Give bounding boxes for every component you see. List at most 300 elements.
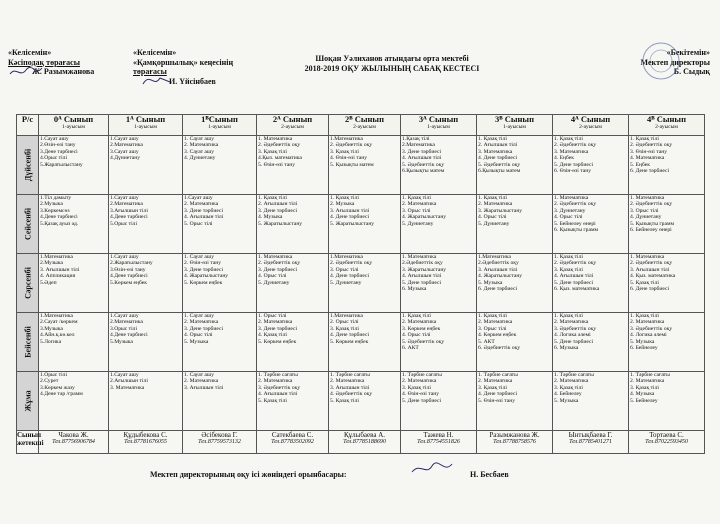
lesson-item: 4. Дүниетану bbox=[630, 214, 662, 221]
lesson-item: 2. Математика bbox=[478, 378, 513, 385]
teacher-cell bbox=[109, 431, 183, 454]
lesson-item: 1.Орыс тілі bbox=[40, 372, 68, 378]
lesson-item: 6. Музыка bbox=[554, 345, 579, 352]
lesson-item: 1.Математика bbox=[330, 313, 363, 319]
lesson-item: 1. Тәрбие сағаты bbox=[554, 372, 594, 378]
lesson-item: 1.Тіл дамыту bbox=[40, 195, 72, 201]
teacher-cell bbox=[553, 431, 629, 454]
lesson-item: 2.Ағылшын тілі bbox=[110, 378, 148, 385]
lesson-item: 5. Музыка bbox=[554, 397, 579, 404]
lesson-item: 2. Әдебиеттік оқу bbox=[330, 260, 373, 267]
lesson-item: 3. Ағылшын тілі bbox=[330, 207, 370, 214]
lesson-item: 4. Математика bbox=[630, 155, 665, 162]
lesson-item: 1. Қазақ тілі bbox=[478, 136, 507, 142]
shift-label: 2-ауысым bbox=[281, 124, 304, 130]
day-row bbox=[17, 372, 705, 431]
teacher-phone: Тел.87754551826 bbox=[417, 439, 460, 445]
lesson-item: 1. Тәрбие сағаты bbox=[402, 372, 442, 378]
teacher-cell bbox=[183, 431, 257, 454]
lesson-item: 6. Дене тәрбиесі bbox=[630, 286, 670, 293]
lesson-item: 2. Математика bbox=[258, 319, 293, 326]
column-header bbox=[629, 115, 705, 136]
lesson-item: 3. Ағылшын тілі bbox=[184, 384, 224, 391]
lesson-item: 4. Қазақ тілі bbox=[258, 332, 287, 339]
class-title: 3ᴬ Сынып bbox=[418, 114, 459, 124]
footer-signature-label: Мектеп директорының оқу ісі жөніндегі орынбасары: bbox=[150, 470, 347, 479]
day-row bbox=[17, 136, 705, 195]
lesson-item: 4. Ағылшын тілі bbox=[554, 273, 594, 280]
class-title: 4ᴬ Сынып bbox=[570, 114, 611, 124]
teacher-phone: Тел.87788758576 bbox=[493, 439, 536, 445]
lesson-cell bbox=[109, 136, 183, 195]
column-header bbox=[329, 115, 401, 136]
shift-label: 1-ауысым bbox=[427, 124, 450, 130]
lesson-item: 3. Қазақ тілі bbox=[478, 384, 507, 391]
lesson-item: 3. Орыс тілі bbox=[330, 266, 359, 273]
lesson-item: 3.Сауат ашу bbox=[110, 148, 139, 155]
lesson-cell bbox=[257, 254, 329, 313]
lesson-item: 1. Қазақ тілі bbox=[402, 195, 431, 201]
day-label-cell bbox=[17, 372, 39, 431]
teacher-name: Тажева Н. bbox=[423, 431, 454, 439]
lesson-item: 4. Дене тәрбиесі bbox=[330, 273, 370, 280]
lesson-item: 2. Математика bbox=[184, 142, 219, 149]
lesson-item: 5. Дүниетану bbox=[258, 279, 290, 286]
lesson-item: 1.Сауат ашу bbox=[184, 195, 213, 201]
lesson-item: 4. Өзін-өзі тану bbox=[330, 155, 367, 162]
lesson-item: 1. Қазақ тілі bbox=[402, 313, 431, 319]
lesson-item: 4. Жаратылыстану bbox=[478, 273, 523, 280]
lesson-item: 3. Дене тәрбиесі bbox=[258, 325, 298, 332]
lesson-item: 3. Орыс тілі bbox=[478, 325, 507, 332]
lesson-item: 1. Қазақ тілі bbox=[554, 136, 583, 142]
lesson-item: 4. Дүниетану bbox=[184, 155, 216, 162]
shift-label: 2-ауысым bbox=[353, 124, 376, 130]
lesson-item: 1.Математика bbox=[40, 254, 73, 260]
lesson-item: 3. Математика bbox=[110, 384, 145, 391]
lesson-cell bbox=[329, 136, 401, 195]
lesson-item: 1. Тәрбие сағаты bbox=[630, 372, 670, 378]
lesson-item: 4.Дүниетану bbox=[110, 155, 141, 162]
teacher-label-line1: Сынып bbox=[17, 431, 42, 439]
lesson-item: 3. Сауат ашу bbox=[184, 148, 215, 155]
lesson-item: 2. Математика bbox=[258, 378, 293, 385]
lesson-item: 2. Математика bbox=[554, 319, 589, 326]
lesson-item: 5. Көркем еңбек bbox=[258, 338, 297, 345]
lesson-item: 5. Музыка bbox=[478, 279, 503, 286]
lesson-cell bbox=[477, 195, 553, 254]
lesson-item: 3.Ағылшын тілі bbox=[110, 207, 148, 214]
lesson-item: 1.Математика bbox=[478, 254, 511, 260]
lesson-item: 3. Математика bbox=[478, 148, 513, 155]
day-name: Сәрсенбі bbox=[23, 267, 32, 299]
lesson-cell bbox=[329, 372, 401, 431]
lesson-cell bbox=[477, 136, 553, 195]
lesson-item: 2. Математика bbox=[630, 378, 665, 385]
lesson-cell bbox=[401, 313, 477, 372]
lesson-item: 6. Қызықты грамм bbox=[554, 227, 599, 234]
lesson-item: 2. Математика bbox=[402, 319, 437, 326]
lesson-item: 1. Математика bbox=[402, 254, 437, 260]
column-header bbox=[477, 115, 553, 136]
lesson-item: 2. Математика bbox=[402, 201, 437, 208]
lesson-item: 2. Әдебиеттік оқу bbox=[330, 142, 373, 149]
lesson-cell bbox=[553, 372, 629, 431]
lesson-item: 6. Әдебиеттік оқу bbox=[478, 345, 521, 352]
lesson-item: 5. Орыс тілі bbox=[184, 220, 213, 227]
mid-approval-council: «Қамқоршылық» кеңесінің bbox=[133, 57, 234, 67]
lesson-item: 4. Орыс тілі bbox=[554, 214, 583, 221]
school-name: Шоқан Уәлиханов атындағы орта мектебі bbox=[315, 54, 469, 63]
lesson-item: 4. Аппликация bbox=[40, 273, 76, 280]
lesson-item: 4.Дене тәрбиесі bbox=[40, 214, 78, 221]
class-title: 1ᴮСынып bbox=[201, 114, 238, 124]
lesson-item: 5.Орыс тілі bbox=[110, 220, 138, 227]
lesson-item: 1. Орыс тілі bbox=[258, 313, 287, 319]
lesson-item: 1. Сауат ашу bbox=[184, 254, 215, 260]
left-approval-role: Кәсіподақ төрағасы bbox=[8, 57, 80, 67]
lesson-item: 2.Музыка bbox=[40, 260, 63, 267]
lesson-item: 2.Өзін-өзі тану bbox=[40, 142, 76, 149]
lesson-item: 6. Бейнелеу өнері bbox=[630, 227, 672, 234]
lesson-item: 5. Қазақ тілі bbox=[330, 397, 359, 404]
lesson-cell bbox=[39, 195, 109, 254]
lesson-item: 4. Музыка bbox=[258, 214, 283, 221]
lesson-item: 5. Еңбек bbox=[630, 161, 650, 168]
teacher-cell bbox=[329, 431, 401, 454]
lesson-item: 2. Әдебиеттік оқу bbox=[258, 142, 301, 149]
lesson-cell bbox=[329, 195, 401, 254]
lesson-item: 1. Математика bbox=[630, 195, 665, 201]
lesson-item: 1. Тәрбие сағаты bbox=[478, 372, 518, 378]
lesson-item: 1. Қазақ тілі bbox=[554, 254, 583, 260]
lesson-cell bbox=[477, 372, 553, 431]
lesson-item: 3. Қазақ тілі bbox=[630, 384, 659, 391]
lesson-item: 6. Музыка bbox=[402, 286, 427, 293]
lesson-item: 2. Әдебиеттік оқу bbox=[630, 201, 673, 208]
teacher-row bbox=[17, 431, 705, 454]
lesson-item: 2.Сауат /көркем bbox=[40, 319, 78, 326]
lesson-cell bbox=[329, 313, 401, 372]
teacher-cell bbox=[629, 431, 705, 454]
lesson-item: 1. Математика bbox=[630, 254, 665, 260]
column-header bbox=[401, 115, 477, 136]
lesson-item: 1. Қазақ тілі bbox=[554, 313, 583, 319]
stamp-seal bbox=[640, 40, 682, 82]
lesson-item: 5. Қазақ тілі bbox=[258, 397, 287, 404]
lesson-item: 3. Орыс тілі bbox=[630, 207, 659, 214]
lesson-item: 4. Музыка bbox=[630, 391, 655, 398]
lesson-item: 2. Математика bbox=[402, 378, 437, 385]
lesson-item: 5. Өзін-өзі тану bbox=[478, 397, 515, 404]
table-header-row bbox=[17, 115, 705, 136]
lesson-item: 3.Көркемсөз bbox=[40, 207, 70, 214]
shift-label: 1-ауысым bbox=[503, 124, 526, 130]
lesson-item: 4. Ағылшын тілі bbox=[402, 155, 442, 162]
lesson-item: 2.Математика bbox=[110, 201, 143, 208]
lesson-item: 1. Сауат ашу bbox=[184, 136, 215, 142]
lesson-cell bbox=[401, 254, 477, 313]
lesson-item: 5. Дене тәрбиесі bbox=[402, 279, 442, 286]
lesson-item: 4. Орыс тілі bbox=[478, 214, 507, 221]
lesson-item: 3. Дене тәрбиесі bbox=[184, 207, 224, 214]
lesson-item: 2. Ағылшын тілі bbox=[258, 201, 298, 208]
lesson-cell bbox=[629, 372, 705, 431]
lesson-item: 4. Жаратылыстану bbox=[402, 214, 447, 221]
lesson-item: 3. Ағылшын тілі bbox=[630, 266, 670, 273]
day-label-cell bbox=[17, 254, 39, 313]
lesson-item: 4.Дене тәр /грамм bbox=[40, 391, 83, 398]
teacher-cell bbox=[39, 431, 109, 454]
lesson-item: 5. Бейнелеу bbox=[630, 397, 658, 404]
left-approval-name: Ж. Разымжанова bbox=[32, 67, 95, 76]
column-header bbox=[109, 115, 183, 136]
shift-label: 1-ауысым bbox=[208, 124, 231, 130]
lesson-item: 3. Өзін-өзі тану bbox=[630, 148, 667, 155]
lesson-cell bbox=[257, 372, 329, 431]
lesson-cell bbox=[183, 313, 257, 372]
lesson-item: 5. Дене тәрбиесі bbox=[554, 161, 594, 168]
teacher-label-cell bbox=[17, 431, 44, 454]
lesson-item: 2.Музыка bbox=[40, 201, 63, 208]
signature-mid bbox=[140, 72, 174, 88]
day-row bbox=[17, 313, 705, 372]
lesson-cell bbox=[553, 254, 629, 313]
lesson-item: 3. Дене тәрбиесі bbox=[402, 148, 442, 155]
corner-cell: Р/с bbox=[17, 115, 39, 136]
lesson-item: 5. Жаратылыстану bbox=[330, 220, 375, 227]
lesson-item: 3. Әдебиеттік оқу bbox=[554, 325, 597, 332]
lesson-item: 4. Дене тәрбиесі bbox=[478, 155, 518, 162]
lesson-cell bbox=[109, 195, 183, 254]
lesson-cell bbox=[257, 313, 329, 372]
lesson-item: 5. Әдебиеттік оқу bbox=[478, 161, 521, 168]
lesson-item: 4. Орыс тілі bbox=[258, 273, 287, 280]
lesson-item: 4. Дене тәрбиесі bbox=[330, 214, 370, 221]
lesson-item: 4. Бейнелеу bbox=[554, 391, 582, 398]
teacher-cell bbox=[257, 431, 329, 454]
lesson-item: 1. Қазақ тілі bbox=[330, 195, 359, 201]
shift-label: 1-ауысым bbox=[134, 124, 157, 130]
lesson-item: 2. Әдебиеттік оқу bbox=[630, 260, 673, 267]
lesson-cell bbox=[477, 254, 553, 313]
lesson-item: 4.Айн.қ.кө.кел bbox=[40, 332, 75, 339]
day-row bbox=[17, 195, 705, 254]
lesson-item: 4. Орыс тілі bbox=[184, 332, 213, 339]
lesson-item: 4. Ағылшын тілі bbox=[184, 214, 224, 221]
lesson-item: 5. Қызықты матем bbox=[330, 161, 374, 168]
lesson-cell bbox=[109, 254, 183, 313]
lesson-item: 5. Дүниетану bbox=[478, 220, 510, 227]
lesson-item: 4. Қыз. математика bbox=[630, 273, 676, 280]
day-name: Дүйсенбі bbox=[23, 148, 32, 182]
lesson-item: 5. Бейнелеу өнері bbox=[554, 220, 596, 227]
lesson-cell bbox=[553, 136, 629, 195]
lesson-item: 1. Қазақ тілі bbox=[630, 136, 659, 142]
lesson-item: 1.Математика bbox=[330, 254, 363, 260]
lesson-item: 5. Қызықты грамм bbox=[630, 220, 675, 227]
teacher-phone: Тел.87785401271 bbox=[569, 439, 612, 445]
lesson-item: 1. Сауат ашу bbox=[184, 372, 215, 378]
lesson-item: 5. Дүниетану bbox=[402, 220, 434, 227]
mid-approval-name: И. Үйсінбаев bbox=[169, 76, 216, 86]
lesson-item: 3. Орыс тілі bbox=[402, 207, 431, 214]
lesson-item: 4. Дене тәрбиесі bbox=[330, 332, 370, 339]
lesson-item: 5. Жаратылыстану bbox=[258, 220, 303, 227]
lesson-item: 1. Математика bbox=[258, 254, 293, 260]
lesson-item: 3. Дене тәрбиесі bbox=[184, 266, 224, 273]
lesson-item: 5.Музыка bbox=[110, 338, 133, 345]
lesson-item: 6. Бейнелеу bbox=[630, 345, 658, 352]
lesson-item: 3. Жаратылыстану bbox=[402, 266, 447, 273]
lesson-cell bbox=[553, 313, 629, 372]
teacher-cell bbox=[477, 431, 553, 454]
lesson-cell bbox=[39, 136, 109, 195]
lesson-item: 2.Жаратылыстану bbox=[110, 260, 153, 267]
left-approval-title: «Келісемін» bbox=[8, 48, 52, 57]
header-center-title bbox=[282, 54, 502, 73]
teacher-name: Ынтықбаева Г. bbox=[568, 431, 613, 439]
lesson-cell bbox=[401, 372, 477, 431]
teacher-name: Құлыбаева А. bbox=[343, 431, 385, 439]
day-name: Сейсенбі bbox=[23, 207, 32, 241]
lesson-item: 2.Әдебиеттік оқу bbox=[402, 260, 443, 267]
lesson-item: 3.Көркем жазу bbox=[40, 384, 75, 391]
lesson-item: 3. Қазақ тілі bbox=[330, 148, 359, 155]
teacher-name: Чакова Ж. bbox=[58, 431, 89, 439]
lesson-item: 1. Қазақ тілі bbox=[630, 313, 659, 319]
lesson-item: 5. Музыка bbox=[630, 338, 655, 345]
class-title: 0ᴬ Сынып bbox=[53, 114, 94, 124]
teacher-phone: Тел.87781676055 bbox=[124, 439, 167, 445]
class-title: 3ᴮ Сынып bbox=[495, 114, 534, 124]
lesson-item: 1. Математика bbox=[554, 195, 589, 201]
lesson-cell bbox=[39, 372, 109, 431]
lesson-item: 4. Еңбек bbox=[554, 155, 574, 162]
shift-label: 2-ауысым bbox=[579, 124, 602, 130]
lesson-item: 4.Дене тәрбиесі bbox=[110, 214, 148, 221]
footer-name: Н. Бесбаев bbox=[470, 470, 509, 479]
lesson-item: 3.Орыс тілі bbox=[110, 325, 138, 332]
lesson-item: 2. Орыс тілі bbox=[330, 319, 359, 326]
teacher-name: Құдыбекова С. bbox=[123, 431, 168, 439]
lesson-item: 5. Әдебиеттік оқу bbox=[402, 338, 445, 345]
lesson-cell bbox=[553, 195, 629, 254]
day-name: Бейсенбі bbox=[23, 326, 32, 358]
lesson-item: 2. Әдебиеттік оқу bbox=[554, 260, 597, 267]
signature-left bbox=[8, 64, 44, 80]
lesson-item: 3. Математика bbox=[554, 148, 589, 155]
lesson-item: 1. Тәрбие сағаты bbox=[330, 372, 370, 378]
lesson-item: 2.Математика bbox=[110, 142, 143, 149]
right-approval-title: «Бекітемін» bbox=[666, 48, 710, 57]
lesson-cell bbox=[629, 195, 705, 254]
teacher-phone: Тел.87785188690 bbox=[343, 439, 386, 445]
lesson-cell bbox=[401, 136, 477, 195]
lesson-item: 4.Дене тәрбиесі bbox=[110, 332, 148, 339]
lesson-item: 3. Ағылшын тілі bbox=[40, 266, 80, 273]
lesson-item: 2. Математика bbox=[554, 378, 589, 385]
class-title: 2ᴬ Сынып bbox=[272, 114, 313, 124]
lesson-item: 1.Сауат ашу bbox=[110, 195, 139, 201]
lesson-item: 1.Математика bbox=[40, 313, 73, 319]
shift-label: 2-ауысым bbox=[655, 124, 678, 130]
lesson-item: 5. Дене тәрбиесі bbox=[554, 279, 594, 286]
teacher-name: Тортаева С. bbox=[649, 431, 684, 439]
lesson-item: 3. Қазақ тілі bbox=[330, 325, 359, 332]
lesson-cell bbox=[629, 254, 705, 313]
lesson-item: 4. Орыс тілі bbox=[402, 332, 431, 339]
lesson-item: 6.Қызықты матем bbox=[478, 168, 521, 175]
lesson-item: 5. Әдебиеттік оқу bbox=[402, 161, 445, 168]
signature-footer bbox=[410, 460, 454, 478]
lesson-cell bbox=[183, 254, 257, 313]
class-title: 1ᴬ Сынып bbox=[125, 114, 166, 124]
lesson-cell bbox=[329, 254, 401, 313]
lesson-item: 3. Дүниетану bbox=[554, 207, 586, 214]
lesson-item: 2. Әдебиеттік оқу bbox=[554, 201, 597, 208]
lesson-cell bbox=[257, 136, 329, 195]
lesson-item: 1.Сауат ашу bbox=[110, 313, 139, 319]
lesson-item: 6. Дене тәрбиесі bbox=[630, 168, 670, 175]
lesson-item: 6. Қыз. математика bbox=[554, 286, 600, 293]
lesson-item: 1. Қазақ тілі bbox=[478, 313, 507, 319]
lesson-cell bbox=[183, 136, 257, 195]
schedule-title: 2018-2019 ОҚУ ЖЫЛЫНЫҢ САБАҚ КЕСТЕСІ bbox=[304, 63, 480, 73]
lesson-item: 2. Ағылшын тілі bbox=[478, 142, 518, 149]
teacher-name: Разымжанова Ж. bbox=[489, 431, 540, 439]
lesson-item: 3. Әдебиеттік оқу bbox=[630, 325, 673, 332]
lesson-item: 1. Қазақ тілі bbox=[478, 195, 507, 201]
lesson-item: 2. Математика bbox=[184, 378, 219, 385]
class-title: 2ᴮ Сынып bbox=[345, 114, 384, 124]
lesson-cell bbox=[183, 372, 257, 431]
day-name: Жұма bbox=[23, 390, 32, 412]
lesson-item: 2. Әдебиеттік оқу bbox=[554, 142, 597, 149]
lesson-cell bbox=[109, 313, 183, 372]
lesson-item: 1. Математика bbox=[258, 136, 293, 142]
lesson-cell bbox=[629, 313, 705, 372]
lesson-item: 4.Дене тәрбиесі bbox=[110, 273, 148, 280]
lesson-cell bbox=[477, 313, 553, 372]
lesson-item: 3. Дене тәрбиесі bbox=[258, 266, 298, 273]
teacher-phone: Тел.87759573132 bbox=[198, 439, 241, 445]
lesson-item: 3.Өзін-өзі тану bbox=[110, 266, 146, 273]
lesson-item: 1.Сауат ашу bbox=[110, 254, 139, 260]
lesson-item: 3. Дене тәрбиесі bbox=[258, 207, 298, 214]
column-header bbox=[39, 115, 109, 136]
lesson-item: 3. Көркем еңбек bbox=[402, 325, 441, 332]
lesson-item: 4.Орыс тілі bbox=[40, 155, 68, 162]
lesson-cell bbox=[39, 254, 109, 313]
schedule-table bbox=[16, 114, 705, 454]
lesson-item: 1. Тәрбие сағаты bbox=[258, 372, 298, 378]
lesson-item: 2. Музыка bbox=[330, 201, 355, 208]
lesson-item: 2. Математика bbox=[330, 378, 365, 385]
lesson-cell bbox=[257, 195, 329, 254]
lesson-cell bbox=[39, 313, 109, 372]
shift-label: 1-ауысым bbox=[62, 124, 85, 130]
lesson-item: 2.Әдебиеттік оқу bbox=[478, 260, 519, 267]
lesson-item: 2. Математика bbox=[184, 319, 219, 326]
lesson-item: 3.Дене тәрбиесі bbox=[40, 148, 78, 155]
day-label-cell bbox=[17, 136, 39, 195]
lesson-item: 4. Өзін-өзі тану bbox=[402, 391, 439, 398]
day-row bbox=[17, 254, 705, 313]
lesson-item: 3. Әдебиеттік оқу bbox=[258, 384, 301, 391]
right-approval-role: Мектеп директоры bbox=[640, 57, 710, 67]
lesson-cell bbox=[109, 372, 183, 431]
